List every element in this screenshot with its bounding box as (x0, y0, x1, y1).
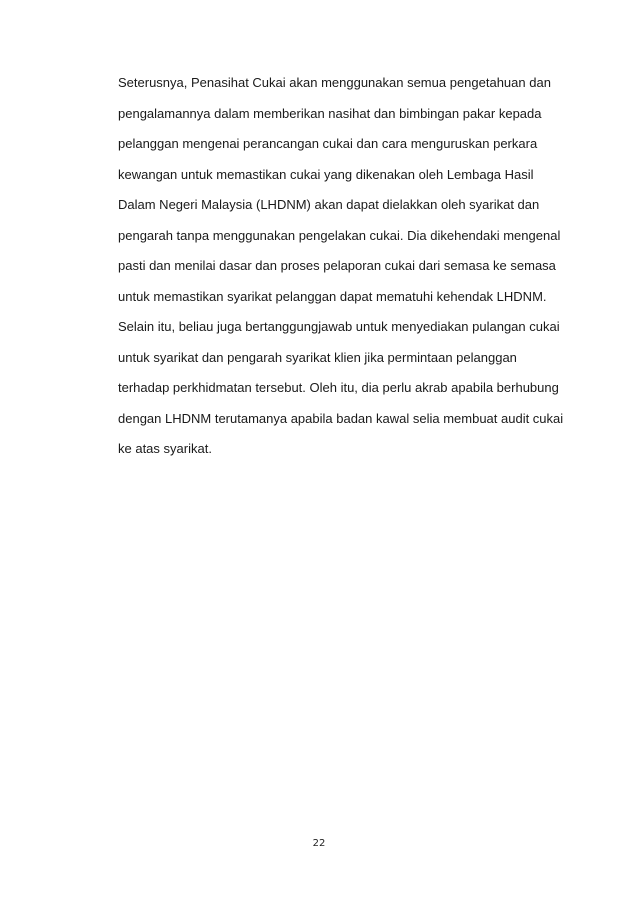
page-number: 22 (312, 838, 326, 849)
paragraph-line: untuk syarikat dan pengarah syarikat klien jika permintaan pelanggan (118, 349, 517, 365)
paragraph-line: dengan LHDNM terutamanya apabila badan kawal selia membuat audit cukai (118, 410, 564, 426)
paragraph-line: pengalamannya dalam memberikan nasihat dan bimbingan pakar kepada (118, 105, 542, 121)
paragraph-line: kewangan untuk memastikan cukai yang dikenakan oleh Lembaga Hasil (118, 166, 534, 182)
paragraph-line: pelanggan mengenai perancangan cukai dan cara menguruskan perkara (118, 136, 538, 151)
paragraph-line: terhadap perkhidmatan tersebut. Oleh itu, dia perlu akrab apabila berhubung (118, 380, 559, 395)
paragraph-line: ke atas syarikat. (118, 441, 212, 456)
body-paragraph (118, 68, 578, 465)
paragraph-line: pengarah tanpa menggunakan pengelakan cukai. Dia dikehendaki mengenal (118, 227, 561, 243)
paragraph-line: Seterusnya, Penasihat Cukai akan menggunakan semua pengetahuan dan (118, 75, 551, 90)
paragraph-line: Selain itu, beliau juga bertanggungjawab untuk menyediakan pulangan cukai (118, 319, 560, 334)
paragraph-line: untuk memastikan syarikat pelanggan dapat mematuhi kehendak LHDNM. (118, 288, 547, 304)
paragraph-line: pasti dan menilai dasar dan proses pelaporan cukai dari semasa ke semasa (118, 258, 556, 273)
paragraph-line: Dalam Negeri Malaysia (LHDNM) akan dapat dielakkan oleh syarikat dan (118, 197, 540, 212)
